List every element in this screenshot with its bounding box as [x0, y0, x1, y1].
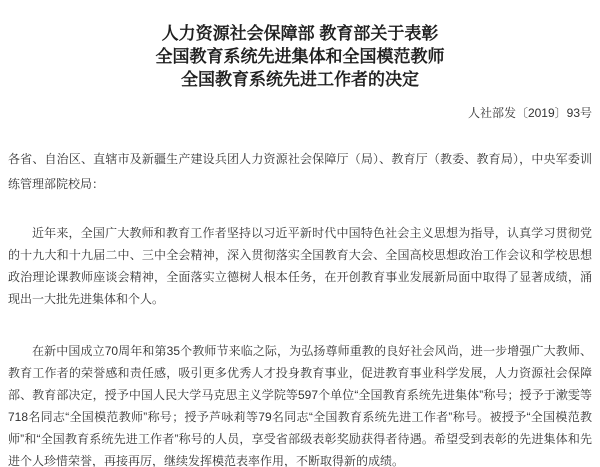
title-line-1: 人力资源社会保障部 教育部关于表彰: [161, 24, 439, 43]
title-line-2: 全国教育系统先进集体和全国模范教师: [155, 47, 445, 66]
document-title: [8, 22, 592, 91]
paragraph-2: 在新中国成立70周年和第35个教师节来临之际，为弘扬尊师重教的良好社会风尚，进一步增强广大教师、教育工作者的荣誉感和责任感，吸引更多优秀人才投身教育事业，促进教育事业科学发展，人力资源社会保障部、教育部决定，授予中国人民大学马克思主义学院等597个单位“全国教育系统先进集体”称号；授予于漱雯等718名同志“全国模范教师”称号；授予芦咏莉等79名同志“全国教育系统先进工作者”称号。被授予“全国模范教师”和“全国教育系统先进工作者”称号的人员，享受省部级表彰奖励获得者待遇。希望受到表彰的先进集体和先进个人珍惜荣誉，再接再厉，继续发挥模范表率作用，不断取得新的成绩。: [8, 344, 592, 467]
title-line-3: 全国教育系统先进工作者的决定: [181, 70, 419, 89]
salutation: 各省、自治区、直辖市及新疆生产建设兵团人力资源社会保障厅（局）、教育厅（教委、教育局），中央军委训练管理部院校局：: [8, 152, 592, 191]
paragraph-1: 近年来，全国广大教师和教育工作者坚持以习近平新时代中国特色社会主义思想为指导，认真学习贯彻党的十九大和十九届二中、三中全会精神，深入贯彻落实全国教育大会、全国高校思想政治工作会议和学校思想政治理论课教师座谈会精神，全面落实立德树人根本任务，在开创教育事业发展新局面中取得了显著成绩，涌现出一大批先进集体和个人。: [8, 226, 592, 306]
document-number: 人社部发〔2019〕93号: [467, 106, 592, 120]
